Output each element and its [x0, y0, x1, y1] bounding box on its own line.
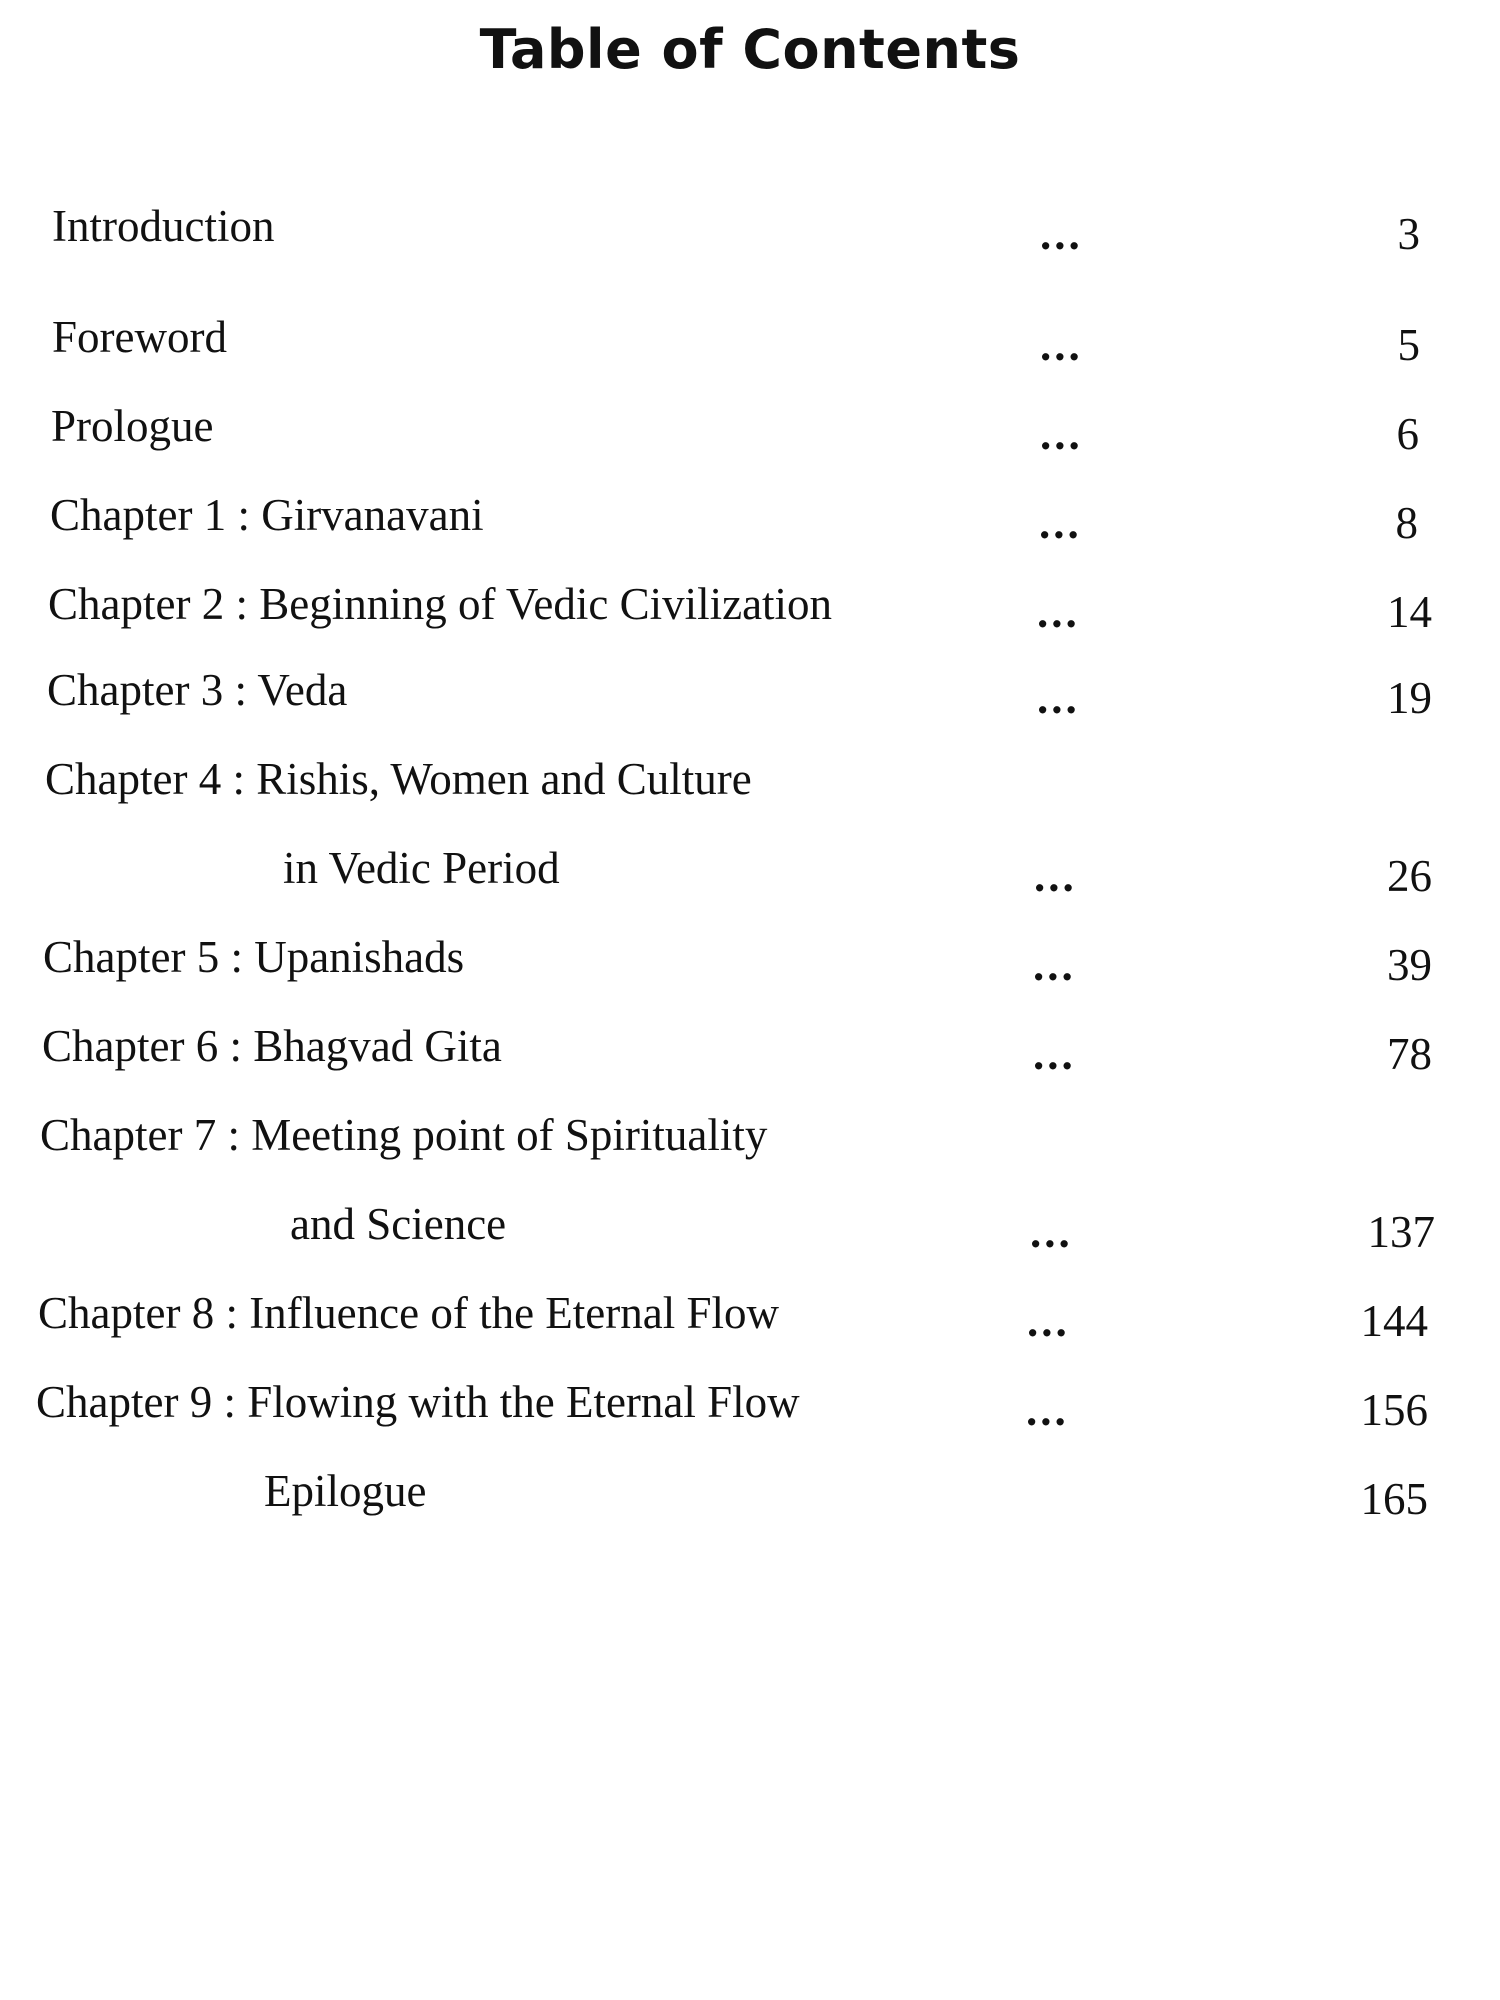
toc-entry-chapter-7: [0, 1109, 1500, 1179]
dot-leader: ...: [1033, 1029, 1076, 1079]
entry-title: Prologue: [51, 401, 214, 451]
page-number: 78: [1387, 1029, 1432, 1079]
toc-entry-foreword: [0, 311, 1500, 381]
page-number: 19: [1387, 673, 1432, 723]
toc-entry-chapter-6: [0, 1020, 1500, 1090]
dot-leader: ...: [1039, 498, 1082, 548]
toc-entry-chapter-8: [0, 1287, 1500, 1357]
toc-entry-chapter-3: [0, 664, 1500, 734]
toc-entry-chapter-7-continued: [0, 1198, 1500, 1268]
dot-leader: ...: [1027, 1296, 1070, 1346]
dot-leader: ...: [1033, 940, 1076, 990]
toc-entry-chapter-5: [0, 931, 1500, 1001]
dot-leader: ...: [1034, 851, 1077, 901]
page-number: 5: [1397, 320, 1420, 370]
toc-entry-chapter-4-continued: [0, 842, 1500, 912]
page-number: 156: [1360, 1385, 1428, 1435]
entry-title: Chapter 2 : Beginning of Vedic Civilization: [48, 579, 833, 629]
dot-leader: ...: [1040, 409, 1083, 459]
page-number: 137: [1367, 1207, 1435, 1257]
dot-leader: ...: [1040, 209, 1083, 259]
entry-title: Foreword: [52, 312, 227, 362]
entry-continuation: in Vedic Period: [283, 843, 560, 893]
page-number: 3: [1397, 209, 1420, 259]
entry-title: Chapter 5 : Upanishads: [43, 932, 465, 982]
entry-title: Chapter 4 : Rishis, Women and Culture: [45, 754, 752, 804]
dot-leader: ...: [1026, 1385, 1069, 1435]
page-number: 14: [1387, 587, 1432, 637]
page-number: 8: [1395, 498, 1418, 548]
entry-title: Chapter 8 : Influence of the Eternal Flow: [38, 1288, 780, 1338]
toc-entry-chapter-2: [0, 578, 1500, 648]
entry-title: Chapter 3 : Veda: [47, 665, 348, 715]
toc-entry-prologue: [0, 400, 1500, 470]
entry-continuation: and Science: [290, 1199, 507, 1249]
entry-title: Chapter 7 : Meeting point of Spirituality: [40, 1110, 768, 1160]
entry-title: Chapter 1 : Girvanavani: [50, 490, 484, 540]
toc-entry-epilogue: [0, 1465, 1500, 1535]
toc-entry-chapter-1: [0, 489, 1500, 559]
page-number: 144: [1360, 1296, 1428, 1346]
page-number: 39: [1387, 940, 1432, 990]
page-title: Table of Contents: [479, 18, 1021, 81]
entry-title: Chapter 6 : Bhagvad Gita: [42, 1021, 502, 1071]
dot-leader: ...: [1040, 320, 1083, 370]
toc-entry-introduction: [0, 200, 1500, 270]
dot-leader: ...: [1037, 587, 1080, 637]
page-number: 165: [1360, 1474, 1428, 1524]
entry-title: Introduction: [52, 201, 275, 251]
entry-title: Epilogue: [264, 1466, 427, 1516]
toc-entry-chapter-4: [0, 753, 1500, 823]
page-number: 6: [1396, 409, 1419, 459]
toc-entry-chapter-9: [0, 1376, 1500, 1446]
dot-leader: ...: [1037, 673, 1080, 723]
entry-title: Chapter 9 : Flowing with the Eternal Flow: [36, 1377, 800, 1427]
page-number: 26: [1387, 851, 1432, 901]
dot-leader: ...: [1030, 1207, 1073, 1257]
